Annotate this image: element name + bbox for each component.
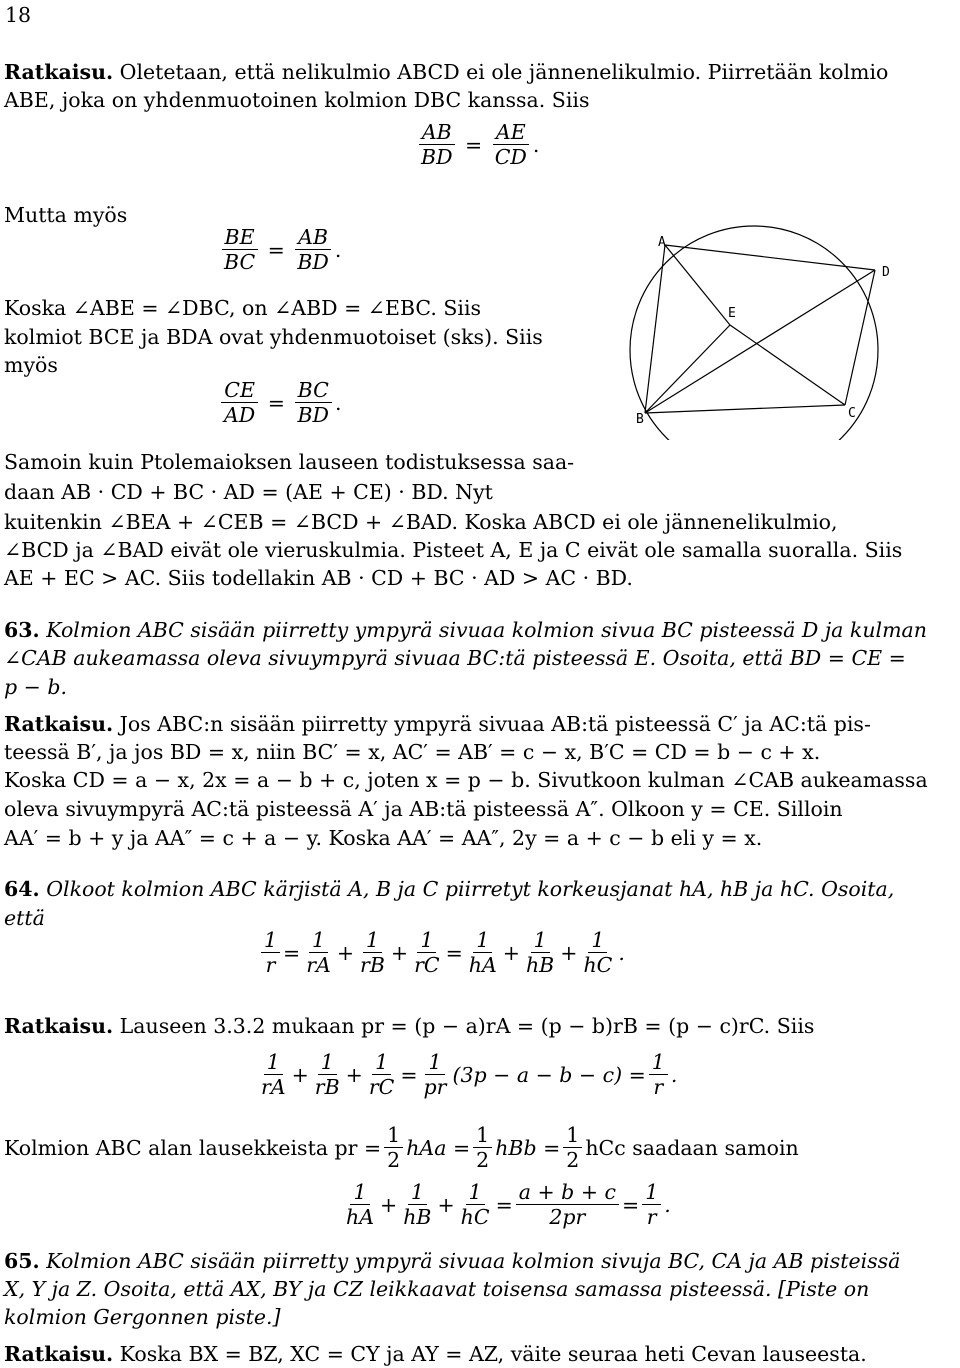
segment-BE xyxy=(645,325,730,413)
equation-3: $\frac{CE}{AD}$ = $\frac{BC}{BD}$ . xyxy=(218,378,342,427)
segment-AE xyxy=(665,245,730,325)
paragraph-line: Samoin kuin Ptolemaioksen lauseen todistuksessa saa- xyxy=(4,450,575,474)
problem-63: 63. Kolmion ABC sisään piirretty ympyrä sivuaa kolmion sivua BC pisteessä D ja kulman xyxy=(4,618,927,642)
paragraph-line: ∠CAB aukeamassa oleva sivuympyrä sivuaa BC:tä pisteessä E. Osoita, että BD = CE = xyxy=(4,646,906,670)
circumcircle xyxy=(630,226,878,440)
segment-AD xyxy=(665,245,875,270)
paragraph-line: myös xyxy=(4,353,58,377)
paragraph-line: teessä B′, ja jos BD = x, niin BC′ = x, AC′ = AB′ = c − x, B′C = CD = b − c + x. xyxy=(4,740,821,764)
equation-64: $\frac{1}{r}$ = $\frac{1}{rA}$ + $\frac{1}{rB}$ + $\frac{1}{rC}$ = $\frac{1}{hA}$ + $\frac{1}{hB}$ + $\frac{1}{hC}$ . xyxy=(258,928,625,977)
problem-65: 65. Kolmion ABC sisään piirretty ympyrä sivuaa kolmion sivuja BC, CA ja AB pisteissä xyxy=(4,1249,901,1273)
paragraph-line: Mutta myös xyxy=(4,203,128,227)
paragraph-line: ABE, joka on yhdenmuotoinen kolmion DBC kanssa. Siis xyxy=(4,88,590,112)
paragraph-line: kolmion Gergonnen piste.] xyxy=(4,1305,281,1329)
paragraph-line: AE + EC > AC. Siis todellakin AB · CD + BC · AD > AC · BD. xyxy=(4,566,633,590)
problem-64: 64. Olkoot kolmion ABC kärjistä A, B ja C piirretyt korkeusjanat hA, hB ja hC. Osoita, xyxy=(4,877,895,901)
paragraph-line: ∠BCD ja ∠BAD eivät ole vieruskulmia. Pisteet A, E ja C eivät ole samalla suoralla. Siis xyxy=(4,538,903,562)
paragraph-line: Ratkaisu. Koska BX = BZ, XC = CY ja AY = AZ, väite seuraa heti Cevan lauseesta. xyxy=(4,1342,867,1366)
paragraph-line: kuitenkin ∠BEA + ∠CEB = ∠BCD + ∠BAD. Koska ABCD ei ole jännenelikulmio, xyxy=(4,510,838,534)
paragraph-line: että xyxy=(4,906,45,930)
label-D: D xyxy=(882,265,890,280)
paragraph-line: Koska ∠ABE = ∠DBC, on ∠ABD = ∠EBC. Siis xyxy=(4,296,482,320)
paragraph-line: oleva sivuympyrä AC:tä pisteessä A′ ja AB:tä pisteessä A″. Olkoon y = CE. Silloin xyxy=(4,797,843,821)
segment-AB xyxy=(645,245,665,413)
paragraph-line: AA′ = b + y ja AA″ = c + a − y. Koska AA′ = AA″, 2y = a + c − b eli y = x. xyxy=(4,826,763,850)
ratkaisu-label: Ratkaisu. xyxy=(4,60,114,84)
equation-64b: $\frac{1}{rA}$ + $\frac{1}{rB}$ + $\frac{1}{rC}$ = $\frac{1}{pr}$ (3p − a − b − c) = $\frac{1}{r}$ . xyxy=(261,1050,678,1099)
paragraph-line: Ratkaisu. Lauseen 3.3.2 mukaan pr = (p − a)rA = (p − b)rB = (p − c)rC. Siis xyxy=(4,1014,815,1038)
paragraph-line xyxy=(4,60,888,84)
equation-1: $\frac{AB}{BD}$ = $\frac{AE}{CD}$ . xyxy=(415,120,539,169)
text: Oletetaan, että nelikulmio ABCD ei ole jännenelikulmio. Piirretään kolmio xyxy=(119,60,889,84)
paragraph-line: X, Y ja Z. Osoita, että AX, BY ja CZ leikkaavat toisensa samassa pisteessä. [Piste on xyxy=(4,1277,870,1301)
paragraph-line: Kolmion ABC alan lausekkeista pr = $\frac{1}{2}$ hAa = $\frac{1}{2}$ hBb = $\frac{1}{2}$ hCc saadaan samoin xyxy=(4,1123,799,1172)
paragraph-line: Ratkaisu. Jos ABC:n sisään piirretty ympyrä sivuaa AB:tä pisteessä C′ ja AC:tä pis- xyxy=(4,712,871,736)
label-B: B xyxy=(636,412,644,427)
segment-BD xyxy=(645,270,875,413)
segment-EC xyxy=(730,325,845,405)
paragraph-line: daan AB · CD + BC · AD = (AE + CE) · BD. Nyt xyxy=(4,480,493,504)
geometry-figure xyxy=(620,225,910,440)
segment-BC xyxy=(645,405,845,413)
equation-2: $\frac{BE}{BC}$ = $\frac{AB}{BD}$ . xyxy=(218,225,341,274)
label-E: E xyxy=(728,306,736,321)
equation-64c: $\frac{1}{hA}$ + $\frac{1}{hB}$ + $\frac{1}{hC}$ = $\frac{a + b + c}{2pr}$ = $\frac{1}{r}$ . xyxy=(346,1180,671,1229)
paragraph-line: p − b. xyxy=(4,675,67,699)
label-A: A xyxy=(658,235,666,250)
paragraph-line: kolmiot BCE ja BDA ovat yhdenmuotoiset (sks). Siis xyxy=(4,325,543,349)
paragraph-line: Koska CD = a − x, 2x = a − b + c, joten x = p − b. Sivutkoon kulman ∠CAB aukeamassa xyxy=(4,768,928,792)
label-C: C xyxy=(848,406,856,421)
segment-CD xyxy=(845,270,875,405)
page-number: 18 xyxy=(5,3,32,27)
